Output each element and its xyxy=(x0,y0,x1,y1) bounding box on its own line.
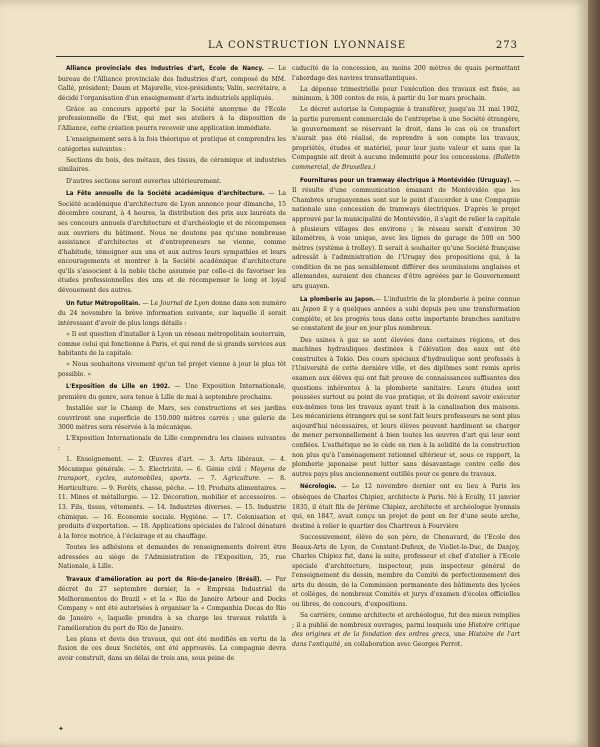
header-rule xyxy=(56,56,524,57)
article-heading: L'Exposition de Lille en 1902. xyxy=(66,384,171,391)
article-heading: La plomberie au Japon. xyxy=(300,296,376,303)
running-header xyxy=(58,40,522,54)
article-paragraph: L'Exposition de Lille en 1902. — Une Exposition Internationale, première du genre, sera tenue à Lille de mai à septembre prochains. xyxy=(58,383,286,401)
article-heading: La Fête annuelle de la Société académique d'architecture. xyxy=(66,191,265,198)
article-paragraph: La plomberie au Japon.— L'industrie de la plomberie à peine connue au Japon il y a quelques années a subi depuis peu une transformation complète, et les progrès tous dans cette importante branches sanitaire se constatent de jour en jour plus nombreux. xyxy=(292,295,520,333)
article-heading: Nécrologie. xyxy=(300,484,337,491)
article-paragraph: Installée sur le Champ de Mars, ses constructions et ses jardins couvriront une superficie de 150.000 mètres carrés ; une galerie de 3000 mètres sera réservée à la mécanique. xyxy=(58,405,286,432)
article-paragraph: La dépense trimestrielle pour l'exécution des travaux est fixée, au minimum, à 300 contos de reis, à partir du 1er mars prochain. xyxy=(292,85,520,103)
article-paragraph: 1. Enseignement. — 2. Œuvres d'art. — 3. Arts libéraux. — 4. Mécanique générale. — 5. Electricité. — 6. Génie civil : Moyens de transport, cycles, automobiles, sports. — 7. Agriculture. — 8. Horticulture. — 9. Forêts, chasse, pêche. — 10. Produits alimentaires. — 11. Mines et métallurgie. — 12. Décoration, mobilier et accessoires. — 13. Fils, tissus, vêtements. — 14. Industries diverses. — 15. Industrie chimique. — 16. Economie sociale. Hygiène. — 17. Colonisation et produits d'exportation. — 18. Applications spéciales de l'alcool dénaturé à la force motrice, à l'éclairage et au chauffage. xyxy=(58,456,286,540)
article-paragraph: caducité de la concession, au moins 200 mètres de quais permettant l'abordage des navires transatlantiques. xyxy=(292,65,520,82)
article-heading: Un futur Métropolitain. xyxy=(66,300,141,307)
article-paragraph: Le décret autorise la Compagnie à transférer, jusqu'au 31 mai 1902, la partie purement commerciale de l'entreprise à une Société étrangère, le gouvernement se réservant le droit, dans le cas où ce transfert n'aurait pas été réalisé, de reprendre à son compte les travaux, propriétés, études et matériel, pour leur juste valeur et sans que la Compagnie ait droit à aucune indemnité pour les concessions. (Bulletin commercial, de Bruxelles.) xyxy=(292,106,520,171)
article-heading: Alliance provinciale des Industries d'art, Ecole de Nancy. xyxy=(66,66,264,72)
book-spine-edge xyxy=(588,0,600,747)
article-paragraph: Sa carrière, comme architecte et archéologue, fut des mieux remplies ; il a publié de nombreux ouvrages, parmi lesquels une Histoire critique des origines et de la fondation des ordres grecs, une Histoire de l'art dans l'antiquité, en collaboration avec Georges Perrot. xyxy=(292,612,520,648)
article-paragraph: Toutes les adhésions et demandes de renseignements doivent être adressées au siège de l'Administration de l'Exposition, 35, rue Nationale, à Lille. xyxy=(58,543,286,571)
article-paragraph: « Nous souhaitons vivement qu'un tel projet vienne à jour le plus tôt possible. » xyxy=(58,361,286,378)
article-paragraph: Nécrologie. — Le 12 novembre dernier ont eu lieu à Paris les obsèques de Charles Chipiez, architecte à Paris. Né à Ecully, 11 janvier 1835, il était fils de Jérôme Chipiez, architecte et archéologue lyonnais qui, en 1847, avait conçu un projet de pont en fer d'une seule arche, destiné à relier le quartier des Chartreux à Fourvière xyxy=(292,483,520,530)
article-heading: Travaux d'amélioration au port de Rio-de-Janeiro (Brésil). xyxy=(66,576,262,583)
article-paragraph: Des usines à gaz se sont élevées dans certaines régions, et des machines hydrauliques destinées à l'élévation des eaux ont été construites à Tokio. Des cours spéciaux d'hydraulique sont professés à l'Université de cette dernière ville, et des diplômes sont remis après examen aux élèves qui ont fait preuve de connaissances suffisantes des questions inhérentes à la plomberie sanitaire. Leurs études sont poussées surtout au point de vue pratique, et ils doivent savoir exécuter eux-mêmes tous les travaux ayant trait à la canalisation des maisons. Les mécaniciens étrangers qui se sont fait leurs professeurs ne sont plus aujourd'hui nécessaires, et leurs élèves peuvent hardiment se charger de mener personnellement à bien toutes les œuvres d'art qui leur sont confiées. L'esthétique ne le cède en rien à la solidité de la construction non plus qu'à l'aménagement rationnel ultérieur et, sous ce rapport, la plomberie japonaise peut lutter sans désavantage contre celle des autres pays plus anciennement outillés pour ce genre de travaux. xyxy=(292,336,520,478)
right-column xyxy=(292,64,520,714)
article-paragraph: Sections du bois, des métaux, des tissus, de céramique et industries similaires. xyxy=(58,156,286,174)
running-title: LA CONSTRUCTION LYONNAISE xyxy=(208,40,407,51)
article-paragraph: Alliance provinciale des Industries d'art, Ecole de Nancy. — Le bureau de l'Alliance provinciale des Industries d'art, composé de MM. Gallé, président; Daum et Majorelle, vice-présidents; Valin, secrétaire, a décidé l'organisation d'un enseignement d'arts industriels appliqués. xyxy=(58,65,286,102)
source-citation: (Bulletin commercial, de Bruxelles.) xyxy=(292,154,520,171)
article-paragraph: Successivement, élève de son père, de Chenavard, de l'Ecole des Beaux-Arts de Lyon, de Constant-Dufeux, de Viollet-le-Duc, de Danjoy, Charles Chipiez fut, dans la suite, professeur et chef d'atelier à l'Ecole spéciale d'architecture, inspecteur, puis inspecteur général de l'enseignement du dessin, membre du Comité de perfectionnement des arts du dessin, de la Commission permanente des bâtiments des lycées et collèges, de nombreux Comités et jurys d'examen d'écoles officielles ou libres, de concours, d'expositions. xyxy=(292,533,520,609)
article-paragraph: Les plans et devis des travaux, qui ont été modifiés en vertu de la fusion de ces deux Sociétés, ont été approuvés. La compagnie devra avoir construit, dans un délai de trois ans, sous peine de xyxy=(58,635,286,662)
article-paragraph: D'autres sections seront ouvertes ultérieurement. xyxy=(66,177,222,185)
article-paragraph: La Fête annuelle de la Société académique d'architecture. — La Société académique d'architecture de Lyon annonce pour dimanche, 15 décembre courant, à 4 heures, la distribution des prix aux lauréats de ses concours annuels d'architecture et d'archéologie et de récompenses aux ouvriers du bâtiment. Nous ne doutons pas qu'une nombreuse assistance d'architectes et d'entrepreneurs ne vienne, comme d'habitude, témoigner aux uns et aux autres leurs sympathies et leurs encouragements et montrer à la Société académique d'architecture qu'ils s'associent à la noble tâche assumée par celle-ci de favoriser les études professionnelles des uns et de récompenser le long et loyal dévouement des autres. xyxy=(58,190,286,295)
article-paragraph: Fournitures pour un tramway électrique à Montévidéo (Uruguay). — Il résulte d'une communication émanant de Montévidéo que les Chambres uruguayennes sont sur le point d'accorder à une Compagnie nationale une concession de tramways électriques. D'après le projet approuvé par la municipalité de Montévidéo, il s'agit de relier la capitale à plusieurs villages des environs ; le réseau serait d'environ 30 kilomètres, à voie unique, avec les lignes de garage de 500 en 500 mètres (système à trolley). Il serait à souhaiter qu'une Société française adressât à l'administration de l'Urugay des propositions qui, à la condition de ne pas sensiblement différer des soumissions anglaises et allemandes, auraient des chances d'être agréées par le Gouvernement uru guayen. xyxy=(292,176,520,291)
ornament-icon: ✦ xyxy=(58,725,64,733)
article-paragraph: Un futur Métropolitain. — Le Journal de Lyon donne dans son numéro du 24 novembre la brève information suivante, sur laquelle il serait intéressant d'avoir de plus longs détails : xyxy=(58,299,286,327)
left-column xyxy=(58,64,286,714)
article-paragraph: « Il est question d'installer à Lyon un réseau métropolitain souterrain, comme celui qui fonctionne à Paris, et qui rend de si grands services aux habitants de la capitale. xyxy=(58,330,286,358)
article-paragraph: Grâce au concours apporté par la Société anonyme de l'Ecole professionnelle de l'Est, qui met ses ateliers à la disposition de l'Alliance, cette création pourra recevoir une application immédiate. xyxy=(58,105,286,133)
article-heading: Fournitures pour un tramway électrique à Montévidéo (Uruguay). xyxy=(300,177,512,184)
article-paragraph: Travaux d'amélioration au port de Rio-de-Janeiro (Brésil). — Par décret du 27 septembre dernier, la « Empreza Industrial de Melhoramentos do Brazil » et la « Rio de Janeiro Arbour and Docks Company » ont été autorisées à organiser la « Companhia Docas do Rio de Janeiro », laquelle prendra à sa charge les travaux relatifs à l'amélioration du port de Rio de Janeiro. xyxy=(58,575,286,632)
article-paragraph: L'Exposition Internationale de Lille comprendra les classes suivantes : xyxy=(58,435,286,452)
page-number: 273 xyxy=(495,40,518,51)
article-paragraph: L'enseignement sera à la fois théorique et pratique et comprendra les catégories suivantes : xyxy=(58,136,286,153)
